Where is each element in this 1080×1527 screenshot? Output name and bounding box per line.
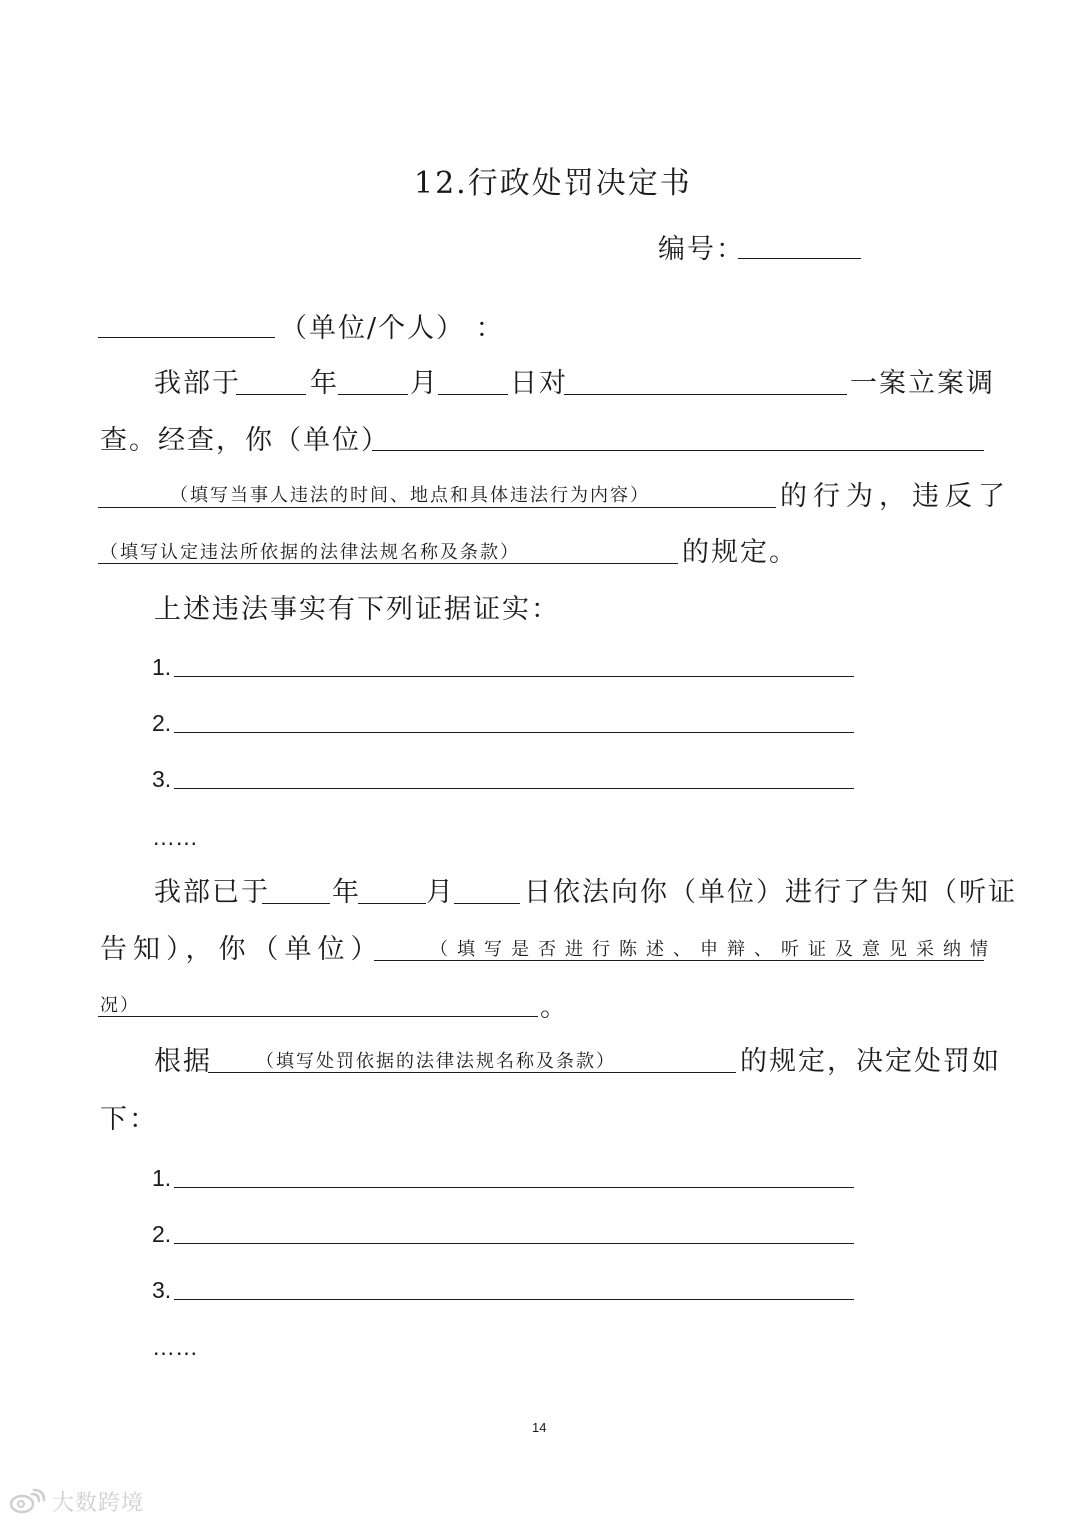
- p2-statement-hint: （填写是否进行陈述、申辩、听证及意见采纳情: [430, 939, 997, 960]
- p1-year: 年: [310, 368, 337, 399]
- serial-number-blank[interactable]: [738, 258, 861, 259]
- p3-decision-end: 下：: [100, 1104, 158, 1135]
- weibo-logo-icon: [8, 1488, 48, 1516]
- penalty-item-blank[interactable]: [174, 1299, 854, 1300]
- p2-statement-hint-end: 况）: [100, 995, 140, 1016]
- p1-day-blank[interactable]: [438, 394, 508, 395]
- p1-month: 月: [410, 368, 437, 399]
- p1-line2-start: 查。经查，你（单位）: [100, 425, 390, 456]
- p1-violated: 的行为，违反了: [780, 481, 1011, 512]
- p3-decision: 的规定，决定处罚如: [740, 1046, 1001, 1077]
- evidence-item-blank[interactable]: [174, 732, 854, 733]
- evidence-ellipsis: ……: [152, 824, 198, 850]
- recipient-blank[interactable]: [98, 337, 275, 338]
- evidence-item-number: 1.: [152, 654, 172, 680]
- watermark-text: 大数跨境: [52, 1491, 145, 1516]
- evidence-item-blank[interactable]: [174, 676, 854, 677]
- penalty-item-blank[interactable]: [174, 1187, 854, 1188]
- watermark: [8, 1486, 144, 1517]
- evidence-intro: 上述违法事实有下列证据证实：: [154, 594, 560, 625]
- evidence-item-number: 2.: [152, 710, 172, 736]
- page-number: 14: [532, 1420, 547, 1435]
- penalty-item-number: 1.: [152, 1165, 172, 1191]
- p2-day-blank[interactable]: [454, 903, 520, 904]
- serial-number-label: 编号：: [658, 234, 745, 265]
- p2-period: 。: [540, 992, 567, 1023]
- p2-start: 我部已于: [154, 877, 270, 908]
- p1-case-end: 一案立案调: [850, 368, 995, 399]
- p2-line2-start: 告知），你（单位）: [100, 934, 384, 965]
- p1-law-hint: （填写认定违法所依据的法律法规名称及条款）: [100, 542, 520, 563]
- penalty-item-blank[interactable]: [174, 1243, 854, 1244]
- p1-year-blank[interactable]: [236, 394, 306, 395]
- p1-case-blank[interactable]: [564, 394, 847, 395]
- p2-year: 年: [332, 877, 359, 908]
- p2-month: 月: [426, 877, 453, 908]
- p3-basis-hint: （填写处罚依据的法律法规名称及条款）: [256, 1051, 616, 1072]
- evidence-item-number: 3.: [152, 766, 172, 792]
- p2-notice: 日依法向你（单位）进行了告知（听证: [524, 877, 1017, 908]
- document-title: 12.行政处罚决定书: [414, 166, 692, 201]
- p1-start: 我部于: [154, 368, 241, 399]
- p2-year-blank[interactable]: [262, 903, 330, 904]
- penalty-item-number: 3.: [152, 1277, 172, 1303]
- evidence-item-blank[interactable]: [174, 788, 854, 789]
- recipient-label: （单位/个人） ：: [280, 313, 505, 344]
- p1-conduct-hint: （填写当事人违法的时间、地点和具体违法行为内容）: [170, 485, 650, 506]
- p1-month-blank[interactable]: [338, 394, 408, 395]
- p1-party-blank[interactable]: [372, 450, 984, 451]
- p2-statement-blank-end[interactable]: [98, 1016, 538, 1017]
- penalty-item-number: 2.: [152, 1221, 172, 1247]
- p1-provisions: 的规定。: [682, 537, 798, 568]
- penalty-ellipsis: ……: [152, 1334, 198, 1360]
- p2-month-blank[interactable]: [358, 903, 426, 904]
- p1-day-to: 日对: [510, 368, 568, 399]
- p3-start: 根据: [154, 1046, 212, 1077]
